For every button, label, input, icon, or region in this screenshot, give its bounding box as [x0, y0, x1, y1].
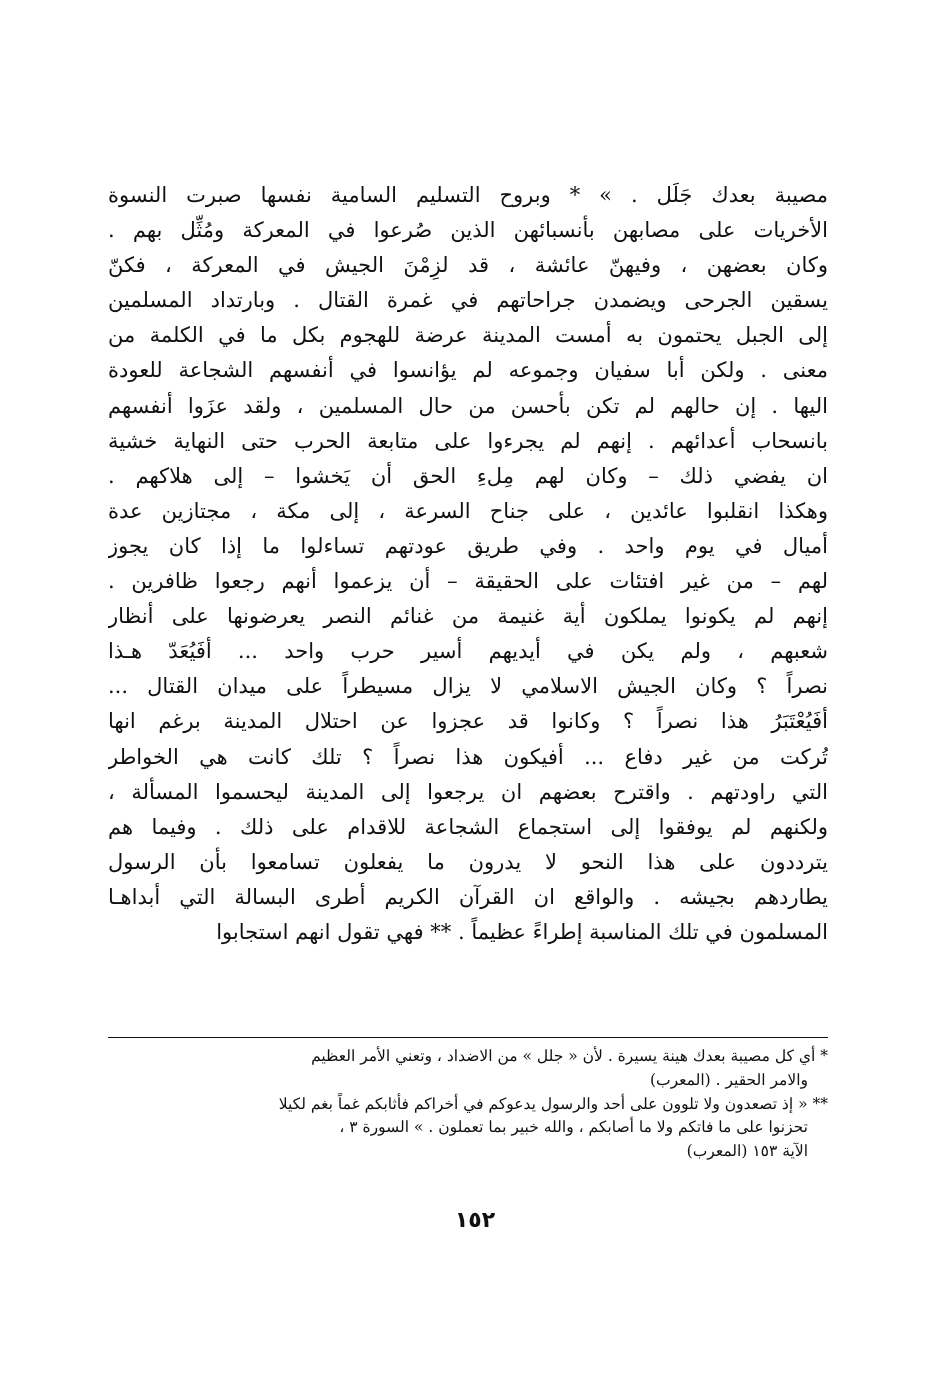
footnotes — [108, 1045, 828, 1164]
footnote-2-line — [108, 1140, 828, 1164]
text-line: يطاردهم بجيشه . والواقع ان القرآن الكريم أطرى البسالة التي أبداهـا — [108, 884, 828, 909]
text-line: مصيبة بعدك جَلَل . » * وبروح التسليم السامية نفسها صبرت النسوة — [108, 183, 828, 207]
footnote-2-line — [108, 1093, 828, 1117]
text-line: يسقين الجرحى ويضمدن جراحاتهم في غمرة القتال . وبارتداد المسلمين — [108, 288, 828, 313]
body-text — [108, 178, 828, 950]
footnote-text: « إذ تصعدون ولا تلوون على أحد والرسول يدعوكم في أخراكم فأثابكم غماً بغم لكيلا — [278, 1094, 808, 1113]
page-number: ١٥٢ — [454, 1208, 496, 1233]
footnote-marker: ** — [812, 1094, 828, 1113]
footnote-divider — [108, 1037, 828, 1038]
text-line: الأخريات على مصابهن بأنسبائهن الذين صُرعوا في المعركة ومُثِّل بهم . — [108, 218, 828, 243]
footnote-text: تحزنوا على ما فاتكم ولا ما أصابكم ، والله خبير بما تعملون . » السورة ٣ ، — [339, 1118, 808, 1137]
text-line: لهم – من غير افتئات على الحقيقة – أن يزعموا أنهم رجعوا ظافرين . — [108, 569, 828, 594]
text-line: بانسحاب أعدائهم . إنهم لم يجرءوا على متابعة الحرب حتى النهاية خشية — [108, 428, 828, 453]
text-line: ولكنهم لم يوفقوا إلى استجماع الشجاعة للاقدام على ذلك . وفيما هم — [108, 814, 828, 839]
text-line: وهكذا انقلبوا عائدين ، على جناح السرعة ، إلى مكة ، مجتازين عدة — [108, 498, 828, 523]
text-line: أفَيُعْتَبَرُ هذا نصراً ؟ وكانوا قد عجزوا عن احتلال المدينة برغم انها — [108, 709, 828, 734]
text-line: يترددون على هذا النحو لا يدرون ما يفعلون تسامعوا بأن الرسول — [108, 849, 828, 874]
text-line: أميال في يوم واحد . وفي طريق عودتهم تساءلوا ما إذا كان يجوز — [108, 533, 828, 558]
text-line: التي راودتهم . واقترح بعضهم ان يرجعوا إلى المدينة ليحسموا المسألة ، — [108, 779, 828, 804]
footnote-2-line — [108, 1116, 828, 1140]
text-line: ان يفضي ذلك – وكان لهم مِلءِ الحق أن يَخشوا – إلى هلاكهم . — [108, 463, 828, 488]
footnote-1-line — [108, 1069, 828, 1093]
text-line: شعبهم ، ولم يكن في أيديهم أسير حرب واحد ... أفَيُعَدّ هـذا — [108, 639, 828, 664]
text-line: نصراً ؟ وكان الجيش الاسلامي لا يزال مسيطراً على ميدان القتال ... — [108, 674, 828, 699]
footnote-text: أي كل مصيبة بعدك هينة يسيرة . لأن « جلل » من الاضداد ، وتعني الأمر العظيم — [311, 1047, 816, 1065]
text-line: معنى . ولكن أبا سفيان وجموعه لم يؤانسوا في أنفسهم الشجاعة للعودة — [108, 358, 828, 383]
footnote-1-line — [108, 1045, 828, 1069]
text-line: تُركت من غير دفاع ... أفيكون هذا نصراً ؟ تلك كانت هي الخواطر — [108, 744, 828, 769]
text-line: المسلمون في تلك المناسبة إطراءً عظيماً . ** فهي تقول انهم استجابوا — [216, 919, 828, 944]
footnote-text: والامر الحقير . (المعرب) — [649, 1070, 808, 1089]
footnote-marker: * — [820, 1047, 828, 1065]
text-line: اليها . إن حالهم لم تكن بأحسن من حال المسلمين ، ولقد عزَوا أنفسهم — [108, 393, 828, 418]
text-line: إنهم لم يكونوا يملكون أية غنيمة من غنائم النصر يعرضونها على أنظار — [108, 604, 828, 629]
text-line: وكان بعضهن ، وفيهنّ عائشة ، قد لزِمْنَ الجيش في المعركة ، فكنّ — [108, 253, 828, 278]
footnote-text: الآية ١٥٣ (المعرب) — [686, 1142, 808, 1161]
text-line: إلى الجبل يحتمون به أمست المدينة عرضة للهجوم بكل ما في الكلمة من — [108, 323, 828, 348]
